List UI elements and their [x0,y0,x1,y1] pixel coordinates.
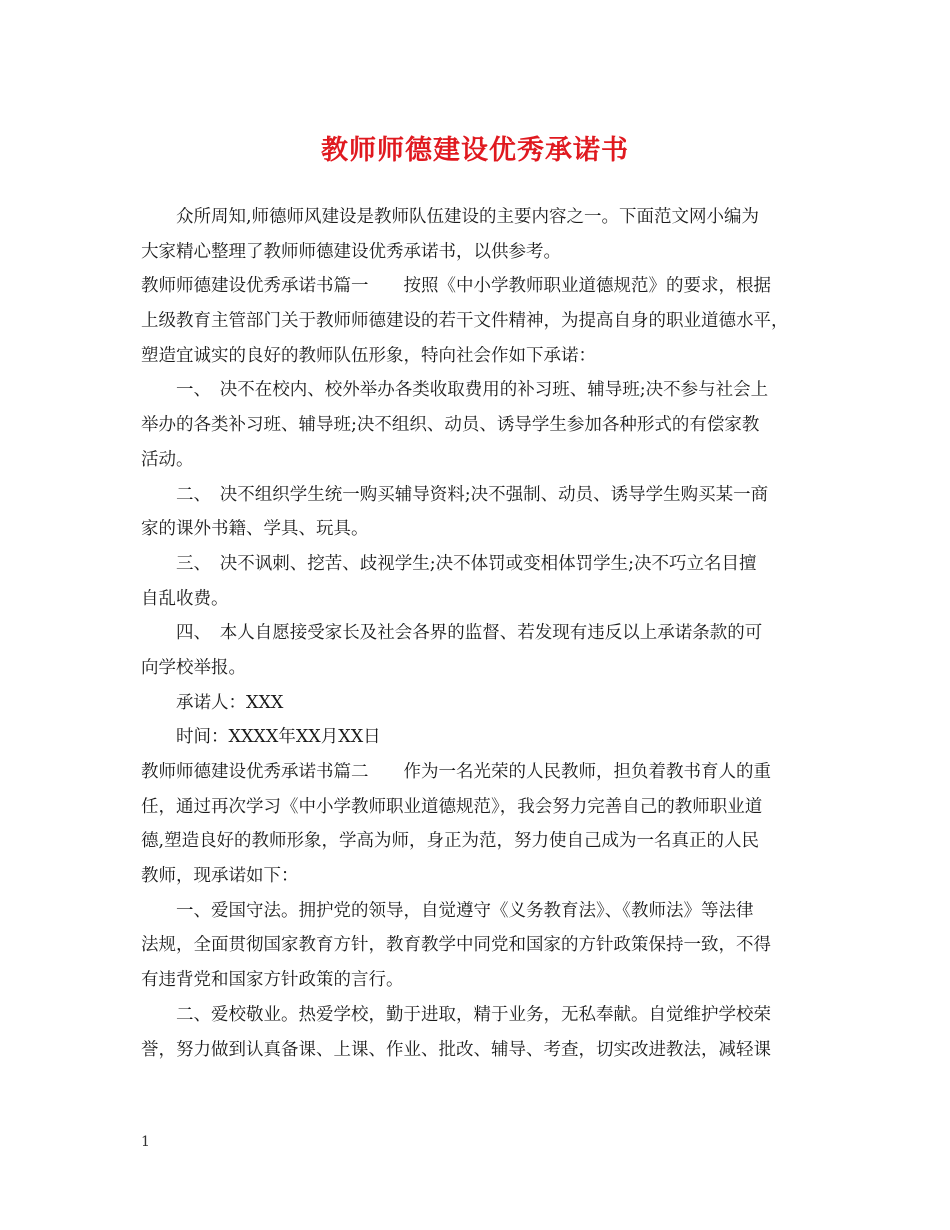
document-body [141,200,813,1067]
text-line: 活动。 [141,449,194,470]
text-line: 家的课外书籍、学具、玩具。 [141,519,369,540]
page-number: 1 [141,1134,150,1150]
text-line: 教师师德建设优秀承诺书篇二 作为一名光荣的人民教师，担负着教书育人的重 [141,762,771,782]
text-line: 塑造宜诚实的良好的教师队伍形象，特向社会作如下承诺： [141,345,596,366]
text-line: 德,塑造良好的教师形象，学高为师，身正为范，努力使自己成为一名真正的人民 [141,831,760,852]
text-line: 承诺人：XXX [176,692,284,713]
text-line: 一、爱国守法。拥护党的领导，自觉遵守《义务教育法》、《教师法》等法律 [176,900,754,921]
text-line: 二、爱校敬业。热爱学校，勤于进取，精于业务，无私奉献。自觉维护学校荣 [176,1004,771,1025]
text-line: 众所周知,师德师风建设是教师队伍建设的主要内容之一。下面范文网小编为 [176,207,760,227]
text-line: 四、 本人自愿接受家长及社会各界的监督、若发现有违反以上承诺条款的可 [176,623,763,644]
text-line: 有违背党和国家方针政策的言行。 [141,970,404,991]
text-line: 二、 决不组织学生统一购买辅导资料;决不强制、动员、诱导学生购买某一商 [176,484,769,505]
text-line: 一、 决不在校内、校外举办各类收取费用的补习班、辅导班;决不参与社会上 [176,380,769,401]
text-line: 法规，全面贯彻国家教育方针，教育教学中同党和国家的方针政策保持一致，不得 [141,935,771,956]
text-line: 教师师德建设优秀承诺书篇一 按照《中小学教师职业道德规范》的要求，根据 [141,276,771,297]
text-line: 任，通过再次学习《中小学教师职业道德规范》，我会努力完善自己的教师职业道 [141,796,763,817]
text-line: 誉，努力做到认真备课、上课、作业、批改、辅导、考查，切实改进教法，减轻课 [141,1039,771,1060]
text-line: 上级教育主管部门关于教师师德建设的若干文件精神，为提高自身的职业道德水平， [141,311,789,332]
text-line: 举办的各类补习班、辅导班;决不组织、动员、诱导学生参加各种形式的有偿家教 [141,415,760,436]
text-line: 教师，现承诺如下： [141,866,299,887]
text-line: 三、 决不讽刺、挖苦、歧视学生;决不体罚或变相体罚学生;决不巧立名目擅 [176,553,757,574]
text-line: 大家精心整理了教师师德建设优秀承诺书，以供参考。 [141,241,561,262]
document-title: 教师师德建设优秀承诺书 [321,135,629,166]
text-line: 时间：XXXX年XX月XX日 [176,727,381,748]
text-line: 自乱收费。 [141,588,229,609]
text-line: 向学校举报。 [141,657,246,678]
